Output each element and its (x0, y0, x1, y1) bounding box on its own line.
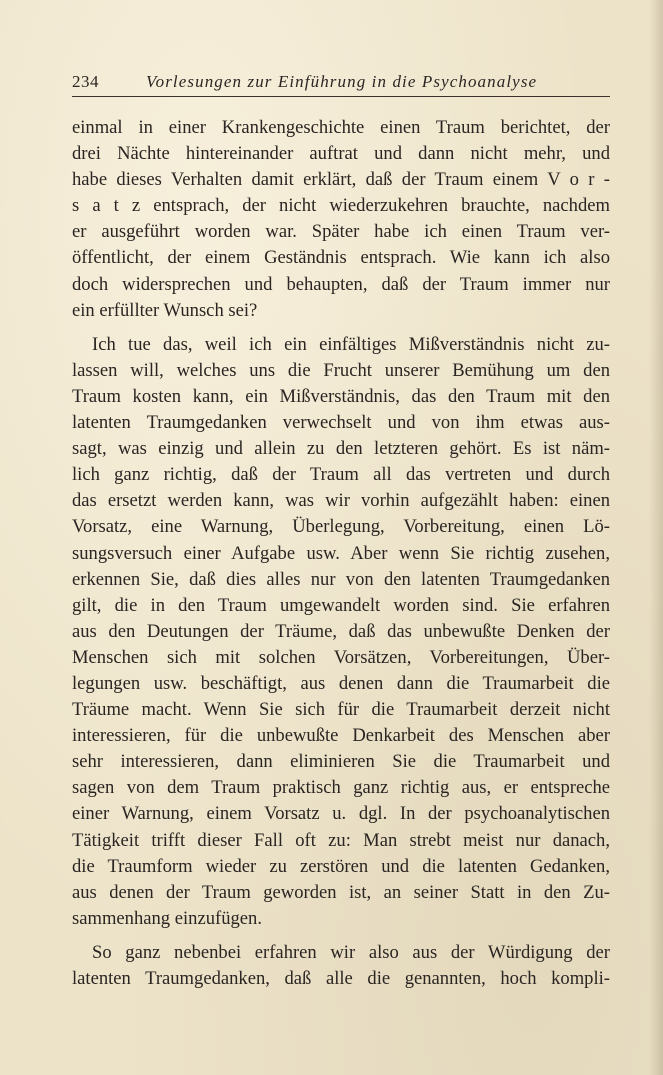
text-line: Vorsatz, eine Warnung, Überlegung, Vorbereitung, einen Lö- (72, 516, 610, 538)
text-line: s a t z entsprach, der nicht wiederzukehren brauchte, nachdem (72, 195, 610, 217)
page-number: 234 (72, 72, 99, 91)
text-line: Tätigkeit trifft dieser Fall oft zu: Man strebt meist nur danach, (72, 829, 610, 851)
text-line: Ich tue das, weil ich ein einfältiges Mißverständnis nicht zu- (92, 333, 610, 355)
text-line: einmal in einer Krankengeschichte einen Traum berichtet, der (72, 117, 610, 138)
text-line: aus den Deutungen der Träume, daß das unbewußte Denken der (72, 620, 610, 642)
text-line: aus denen der Traum geworden ist, an seiner Statt in den Zu- (72, 881, 610, 903)
text-line: einer Warnung, einem Vorsatz u. dgl. In der psychoanalytischen (72, 803, 610, 825)
text-line: drei Nächte hintereinander auftrat und dann nicht mehr, und (72, 143, 610, 165)
text-line: sammenhang einzufügen. (72, 907, 263, 929)
paragraph (72, 332, 610, 932)
text-line: öffentlicht, der einem Geständnis entsprach. Wie kann ich also (72, 247, 610, 269)
text-line: latenten Traumgedanken, daß alle die genannten, hoch kompli- (72, 968, 610, 989)
text-line: Traum kosten kann, ein Mißverständnis, das den Traum mit den (72, 385, 610, 407)
text-line: habe dieses Verhalten damit erklärt, daß der Traum einem V o r - (72, 169, 610, 191)
paragraph-gap (72, 932, 610, 940)
text-line: das ersetzt werden kann, was wir vorhin aufgezählt haben: einen (72, 490, 610, 512)
text-line: lassen will, welches uns die Frucht unserer Bemühung um den (72, 359, 610, 381)
text-line: ein erfüllter Wunsch sei? (72, 299, 258, 321)
paragraph (72, 940, 610, 992)
text-line: gilt, die in den Traum umgewandelt worden sind. Sie erfahren (72, 594, 610, 616)
spine-shadow (649, 0, 663, 1075)
text-line: doch widersprechen und behaupten, daß der Traum immer nur (72, 273, 610, 295)
text-line: sagen von dem Traum praktisch ganz richtig aus, er entspreche (72, 777, 610, 799)
running-title: Vorlesungen zur Einführung in die Psychoanalyse (146, 72, 538, 91)
text-line: So ganz nebenbei erfahren wir also aus der Würdigung der (92, 941, 610, 963)
text-line: interessieren, für die unbewußte Denkarbeit des Menschen aber (72, 725, 610, 747)
text-line: lich ganz richtig, daß der Traum all das vertreten und durch (72, 464, 610, 486)
header-rule (72, 96, 610, 97)
text-line: erkennen Sie, daß dies alles nur von den latenten Traumgedanken (72, 568, 610, 590)
text-line: sagt, was einzig und allein zu den letzteren gehört. Es ist näm- (72, 438, 610, 460)
text-line: Träume macht. Wenn Sie sich für die Traumarbeit derzeit nicht (72, 699, 610, 721)
text-line: die Traumform wieder zu zerstören und die latenten Gedanken, (72, 855, 610, 877)
text-line: legungen usw. beschäftigt, aus denen dann die Traumarbeit die (72, 672, 610, 694)
text-line: sehr interessieren, dann eliminieren Sie die Traumarbeit und (72, 751, 610, 773)
running-header (72, 72, 610, 94)
text-line: sungsversuch einer Aufgabe usw. Aber wenn Sie richtig zusehen, (72, 542, 610, 564)
paragraph-gap (72, 324, 610, 332)
text-line: er ausgeführt worden war. Später habe ich einen Traum ver- (72, 221, 610, 243)
text-line: Menschen sich mit solchen Vorsätzen, Vorbereitungen, Über- (72, 646, 610, 668)
paragraph (72, 115, 610, 324)
body-text (72, 115, 610, 992)
text-line: latenten Traumgedanken verwechselt und von ihm etwas aus- (72, 412, 610, 434)
